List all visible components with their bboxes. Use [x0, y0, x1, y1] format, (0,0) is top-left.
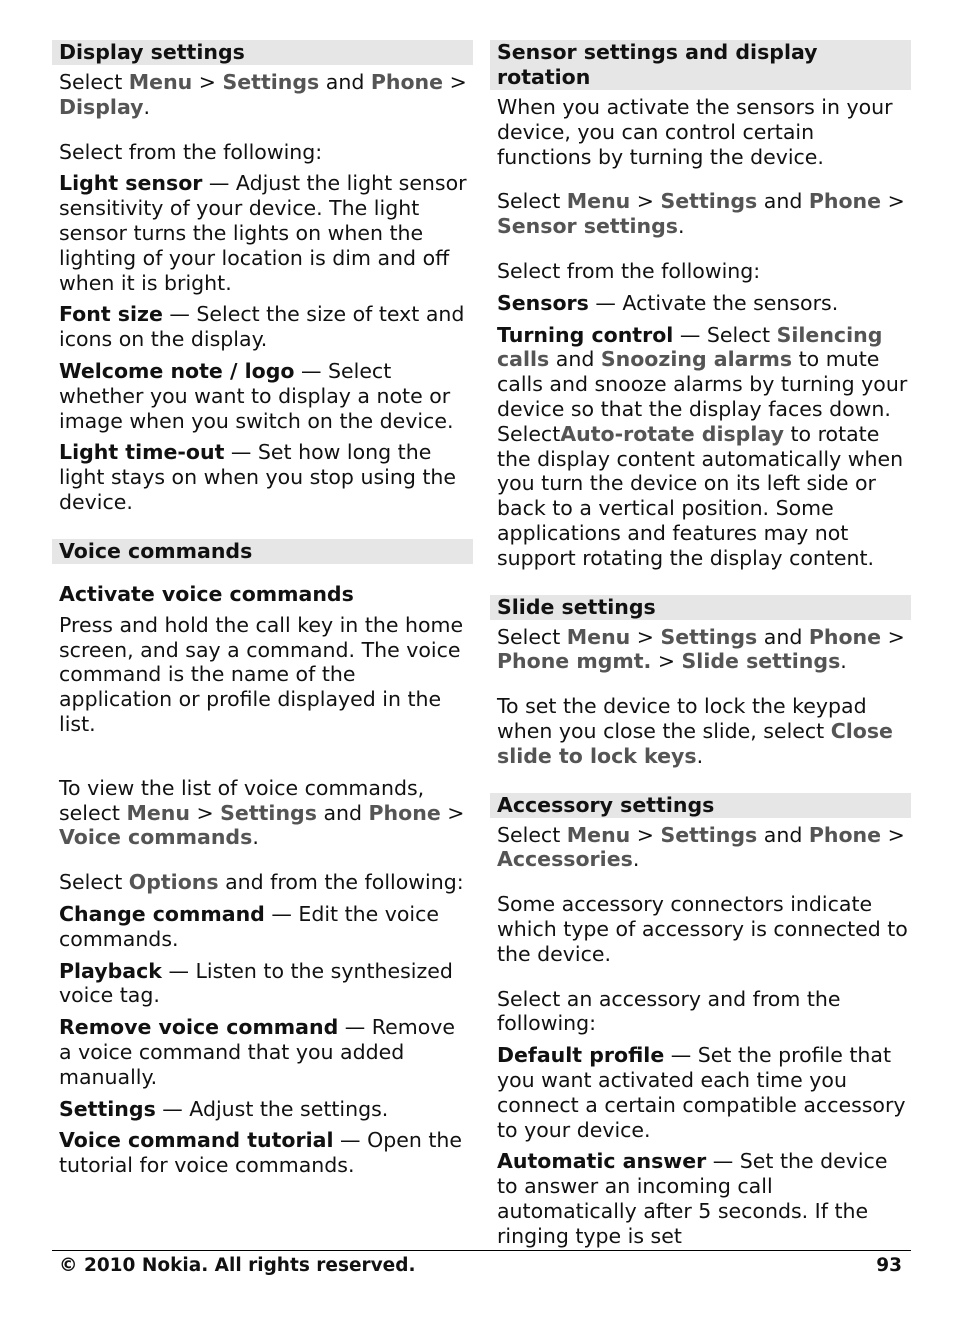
display-item-light-timeout: Light time-out — Set how long the light stays on when you stop using the device. [59, 440, 456, 514]
sensor-settings-heading: Sensor settings and display rotation [490, 40, 911, 90]
voice-item-tutorial: Voice command tutorial — Open the tutorial for voice commands. [59, 1128, 462, 1178]
accessory-item-default-profile: Default profile — Set the profile that you want activated each time you connect a certain compatible accessory to your device. [497, 1043, 906, 1142]
display-intro: Select from the following: [59, 139, 323, 164]
accessory-p2: Select an accessory and from the following: [497, 986, 841, 1036]
activate-voice-subheading: Activate voice commands [59, 581, 354, 606]
voice-p1: Press and hold the call key in the home screen, and say a command. The voice command is the name of the application or profile displayed in the list. [59, 612, 464, 736]
voice-item-change: Change command — Edit the voice commands. [59, 901, 440, 951]
display-item-light-sensor: Light sensor — Adjust the light sensor sensitivity of your device. The light sensor turns the lights on when the lighting of your location is dim and off when it is bright. [59, 171, 467, 295]
display-settings-heading: Display settings [52, 40, 473, 65]
slide-p: To set the device to lock the keypad when you close the slide, select Close slide to lock keys. [497, 694, 893, 768]
sensor-p1: When you activate the sensors in your device, you can control certain functions by turning the device. [497, 95, 893, 169]
page-footer [52, 1250, 911, 1276]
slide-nav-path: Select Menu > Settings and Phone > Phone mgmt. > Slide settings. [497, 624, 905, 674]
page-number: 93 [876, 1255, 902, 1276]
voice-commands-heading: Voice commands [52, 539, 473, 564]
voice-item-settings: Settings — Adjust the settings. [59, 1096, 389, 1121]
display-nav-path: Select Menu > Settings and Phone > Display. [59, 70, 467, 119]
accessory-nav-path: Select Menu > Settings and Phone > Accessories. [497, 822, 905, 872]
accessory-settings-heading: Accessory settings [490, 793, 911, 818]
copyright-text: © 2010 Nokia. All rights reserved. [59, 1255, 416, 1276]
display-item-welcome-note: Welcome note / logo — Select whether you want to display a note or image when you switch on the device. [59, 358, 454, 433]
voice-item-playback: Playback — Listen to the synthesized voice tag. [59, 958, 453, 1008]
voice-options-intro: Select Options and from the following: [59, 870, 464, 895]
sensor-item-sensors: Sensors — Activate the sensors. [497, 290, 839, 315]
right-column [490, 40, 911, 1248]
accessory-item-automatic-answer: Automatic answer — Set the device to answer an incoming call automatically after 5 seconds. If the ringing type is set [497, 1149, 888, 1248]
voice-nav-path: To view the list of voice commands, select Menu > Settings and Phone > Voice commands. [59, 775, 465, 850]
display-item-font-size: Font size — Select the size of text and icons on the display. [59, 302, 465, 352]
slide-settings-heading: Slide settings [490, 595, 911, 620]
accessory-p1: Some accessory connectors indicate which type of accessory is connected to the device. [497, 892, 908, 966]
sensor-item-turning-control: Turning control — Select Silencing calls and Snoozing alarms to mute calls and snooze alarms by turning your device so that the display faces down. SelectAuto-rotate display to rotate the display content automatically when you turn the device on its left side or back to a vertical position. Some applications and features may not support rotating the display content. [497, 322, 908, 570]
left-column [52, 40, 473, 1178]
voice-item-remove: Remove voice command — Remove a voice command that you added manually. [59, 1015, 455, 1089]
sensor-nav-path: Select Menu > Settings and Phone > Sensor settings. [497, 189, 905, 239]
sensor-intro: Select from the following: [497, 258, 761, 283]
